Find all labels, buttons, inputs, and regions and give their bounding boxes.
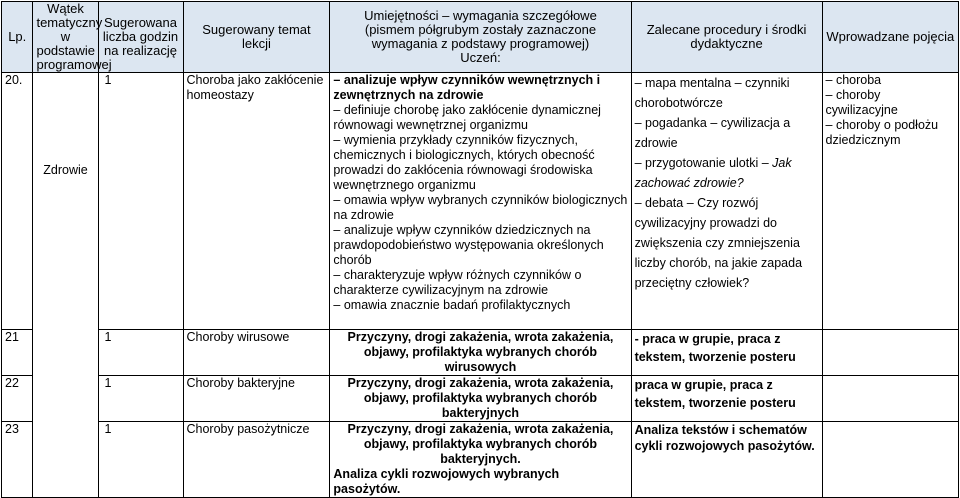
skill-item: – definiuje chorobę jako zakłócenie dynamicznej równowagi wewnętrznej organizmu [333,103,601,132]
concept-item: – choroba [825,73,882,87]
row21-lp: 21 [2,330,33,376]
table-row-20 [2,73,959,330]
procedure-item [635,153,819,193]
procedure-item: – pogadanka – cywilizacja a zdrowie [634,116,791,150]
header-watek: Wątek tematyczny w podstawie programowej [33,2,98,73]
concept-item: – choroby cywilizacyjne [825,88,898,117]
header-umiejetnosci [330,2,631,73]
row23-lp: 23 [2,422,33,498]
concept-item: – choroby o podłożu dziedzicznym [825,118,939,147]
row21-skills: Przyczyny, drogi zakażenia, wrota zakażenia, objawy, profilaktyka wybranych chorób wirusowych [330,330,631,376]
procedure-item: – mapa mentalna – czynniki chorobotwórcze [634,76,790,110]
row20-topic: Choroba jako zakłócenie homeostazy [183,73,330,330]
skill-item: – omawia znacznie badań profilaktycznych [333,298,571,312]
row20-concepts [822,73,958,330]
skill-item: – wymienia przykłady czynników fizycznych, chemicznych i biologicznych, których obecność prowadzi do zakłócenia równowagi środowiska wewnętrznego organizmu [333,133,595,192]
row20-lp: 20. [2,73,33,330]
row23-skills-text-2: Analiza cykli rozwojowych wybranych pasożytów. [333,467,560,496]
procedure-item-text: – przygotowanie ulotki – [634,156,773,170]
table-row-23 [2,422,959,498]
row23-procedures: Analiza tekstów i schematów cykli rozwojowych pasożytów. [631,422,822,498]
row20-hours: 1 [98,73,183,330]
header-umiejetnosci-line-4: Uczeń: [460,50,501,65]
header-row [2,2,959,73]
table-row-21 [2,330,959,376]
row23-hours: 1 [98,422,183,498]
watek-cell: Zdrowie [33,73,98,498]
header-umiejetnosci-line-1: Umiejętności – wymagania szczegółowe [364,8,597,23]
procedure-item-title: Jak zachować zdrowie? [634,156,792,190]
row20-procedures [631,73,822,330]
row21-topic: Choroby wirusowe [183,330,330,376]
skill-item: – analizuje wpływ czynników wewnętrznych i zewnętrznych na zdrowie [333,73,601,102]
curriculum-table [1,1,959,498]
row23-topic: Choroby pasożytnicze [183,422,330,498]
row22-topic: Choroby bakteryjne [183,376,330,422]
header-umiejetnosci-line-3: wymagania z podstawy programowej) [371,36,590,51]
row21-concepts [822,330,958,376]
header-procedury: Zalecane procedury i środki dydaktyczne [631,2,822,73]
header-liczba-godzin: Sugerowana liczba godzin na realizację [98,2,183,73]
row22-skills: Przyczyny, drogi zakażenia, wrota zakażenia, objawy, profilaktyka wybranych chorób bakteryjnych [330,376,631,422]
skill-item: – analizuje wpływ czynników dziedzicznych na prawdopodobieństwo występowania określonych chorób [333,223,604,267]
row21-procedures: - praca w grupie, praca z tekstem, tworzenie posteru [631,330,822,376]
row22-concepts [822,376,958,422]
header-pojecia: Wprowadzane pojęcia [822,2,958,73]
row22-hours: 1 [98,376,183,422]
skill-item: – omawia wpływ wybranych czynników biologicznych na zdrowie [333,193,628,222]
row22-procedures: praca w grupie, praca z tekstem, tworzenie posteru [631,376,822,422]
row23-skills [330,422,631,498]
row23-skills-text: Przyczyny, drogi zakażenia, wrota zakażenia, objawy, profilaktyka wybranych chorób bakteryjnych. [347,422,614,466]
row22-lp: 22 [2,376,33,422]
row23-concepts [822,422,958,498]
header-lp: Lp. [2,2,33,73]
table-row-22 [2,376,959,422]
skill-item: – charakteryzuje wpływ różnych czynników o charakterze cywilizacyjnym na zdrowie [333,268,582,297]
row21-hours: 1 [98,330,183,376]
header-temat: Sugerowany temat lekcji [183,2,330,73]
header-umiejetnosci-line-2: (pismem półgrubym zostały zaznaczone [364,22,597,37]
row20-skills [330,73,631,330]
procedure-item: – debata – Czy rozwój cywilizacyjny prowadzi do zwiększenia czy zmniejszenia liczby chorób, na jakie zapada przeciętny człowiek? [634,196,803,290]
